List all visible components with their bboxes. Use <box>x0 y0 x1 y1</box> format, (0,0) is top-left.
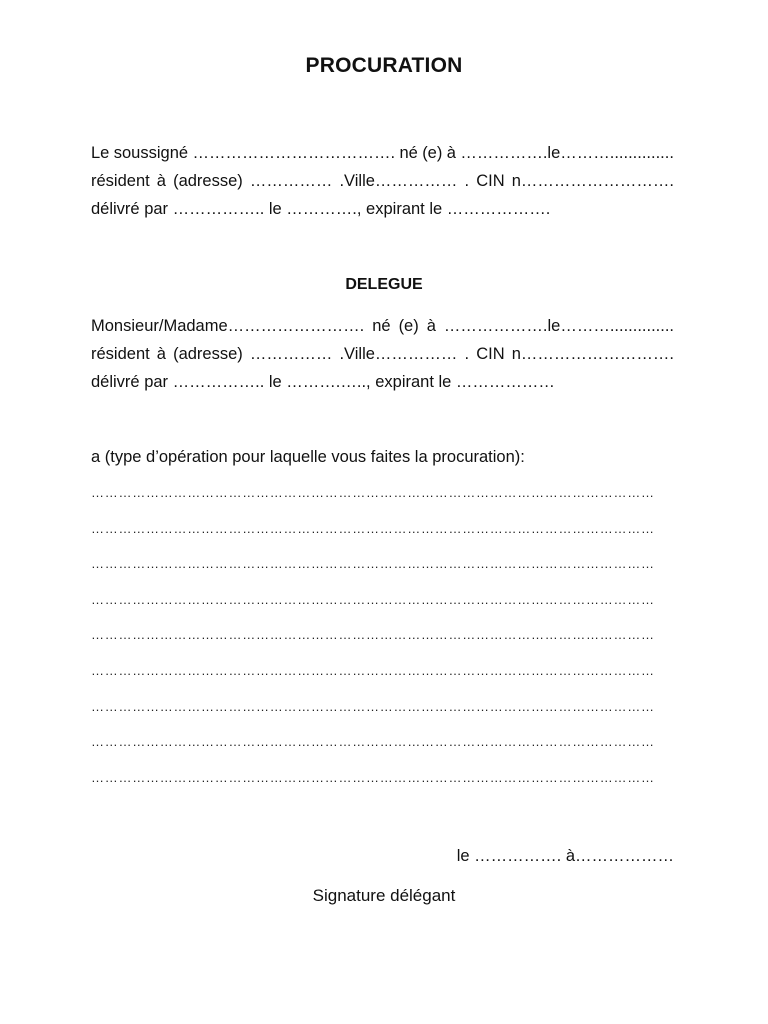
form-word: . <box>464 345 470 363</box>
operation-dotted-line: …………………………………………………………………………………………………………… <box>91 520 655 536</box>
form-word: Le <box>91 144 110 162</box>
form-word: CIN <box>476 172 505 190</box>
form-word: (e) <box>422 144 443 162</box>
operation-lines <box>91 483 674 803</box>
delegue-line-2 <box>91 340 674 368</box>
operation-dotted-line: …………………………………………………………………………………………………………… <box>91 556 655 572</box>
form-word: .Ville…………… <box>339 172 458 190</box>
form-word: Monsieur/Madame……………………. <box>91 317 365 335</box>
mandant-section <box>91 139 674 223</box>
signature-label: Signature délégant <box>312 886 456 905</box>
form-word: ……………….le……….............. <box>443 317 674 335</box>
form-word: (e) <box>398 317 419 335</box>
operation-label: a (type d’opération pour laquelle vous faites la procuration): <box>91 448 525 466</box>
form-word: à <box>156 345 166 363</box>
form-word: résident <box>91 345 150 363</box>
form-word: .Ville…………… <box>339 345 458 363</box>
form-word: CIN <box>476 345 505 363</box>
operation-dotted-line: …………………………………………………………………………………………………………… <box>91 485 655 500</box>
operation-dotted-line: …………………………………………………………………………………………………………… <box>91 591 655 607</box>
form-word: né <box>372 317 391 335</box>
form-word: à <box>446 144 456 162</box>
operation-dotted-line: …………………………………………………………………………………………………………… <box>91 769 655 785</box>
form-word: …………….le……….............. <box>460 144 674 162</box>
form-word: ………………………………. <box>192 144 396 162</box>
form-word: n………………………. <box>511 345 674 363</box>
form-word: à <box>426 317 436 335</box>
form-word: n………………………. <box>511 172 674 190</box>
delegue-line-3: délivré par …………….. le ……….….., expirant le ……………… <box>91 373 555 391</box>
form-word: soussigné <box>113 144 189 162</box>
operation-dotted-line: …………………………………………………………………………………………………………… <box>91 627 655 643</box>
operation-dotted-line: …………………………………………………………………………………………………………… <box>91 698 655 714</box>
mandant-line-1 <box>91 139 674 167</box>
form-word: …………… <box>249 172 333 190</box>
form-word: (adresse) <box>173 345 243 363</box>
delegue-heading: DELEGUE <box>345 276 423 293</box>
form-word: résident <box>91 172 150 190</box>
mandant-line-2 <box>91 167 674 195</box>
form-word: à <box>156 172 166 190</box>
delegue-line-1 <box>91 312 674 340</box>
form-word: . <box>464 172 470 190</box>
operation-dotted-line: …………………………………………………………………………………………………………… <box>91 734 655 750</box>
form-word: …………… <box>249 345 333 363</box>
mandant-line-3: délivré par …………….. le …………., expirant le ………………. <box>91 200 551 218</box>
form-word: (adresse) <box>173 172 243 190</box>
delegue-section <box>91 312 674 396</box>
operation-dotted-line: …………………………………………………………………………………………………………… <box>91 662 655 678</box>
form-word: né <box>399 144 418 162</box>
document-title: PROCURATION <box>305 54 463 77</box>
place-date-line: le ……………. à……………… <box>456 847 674 865</box>
